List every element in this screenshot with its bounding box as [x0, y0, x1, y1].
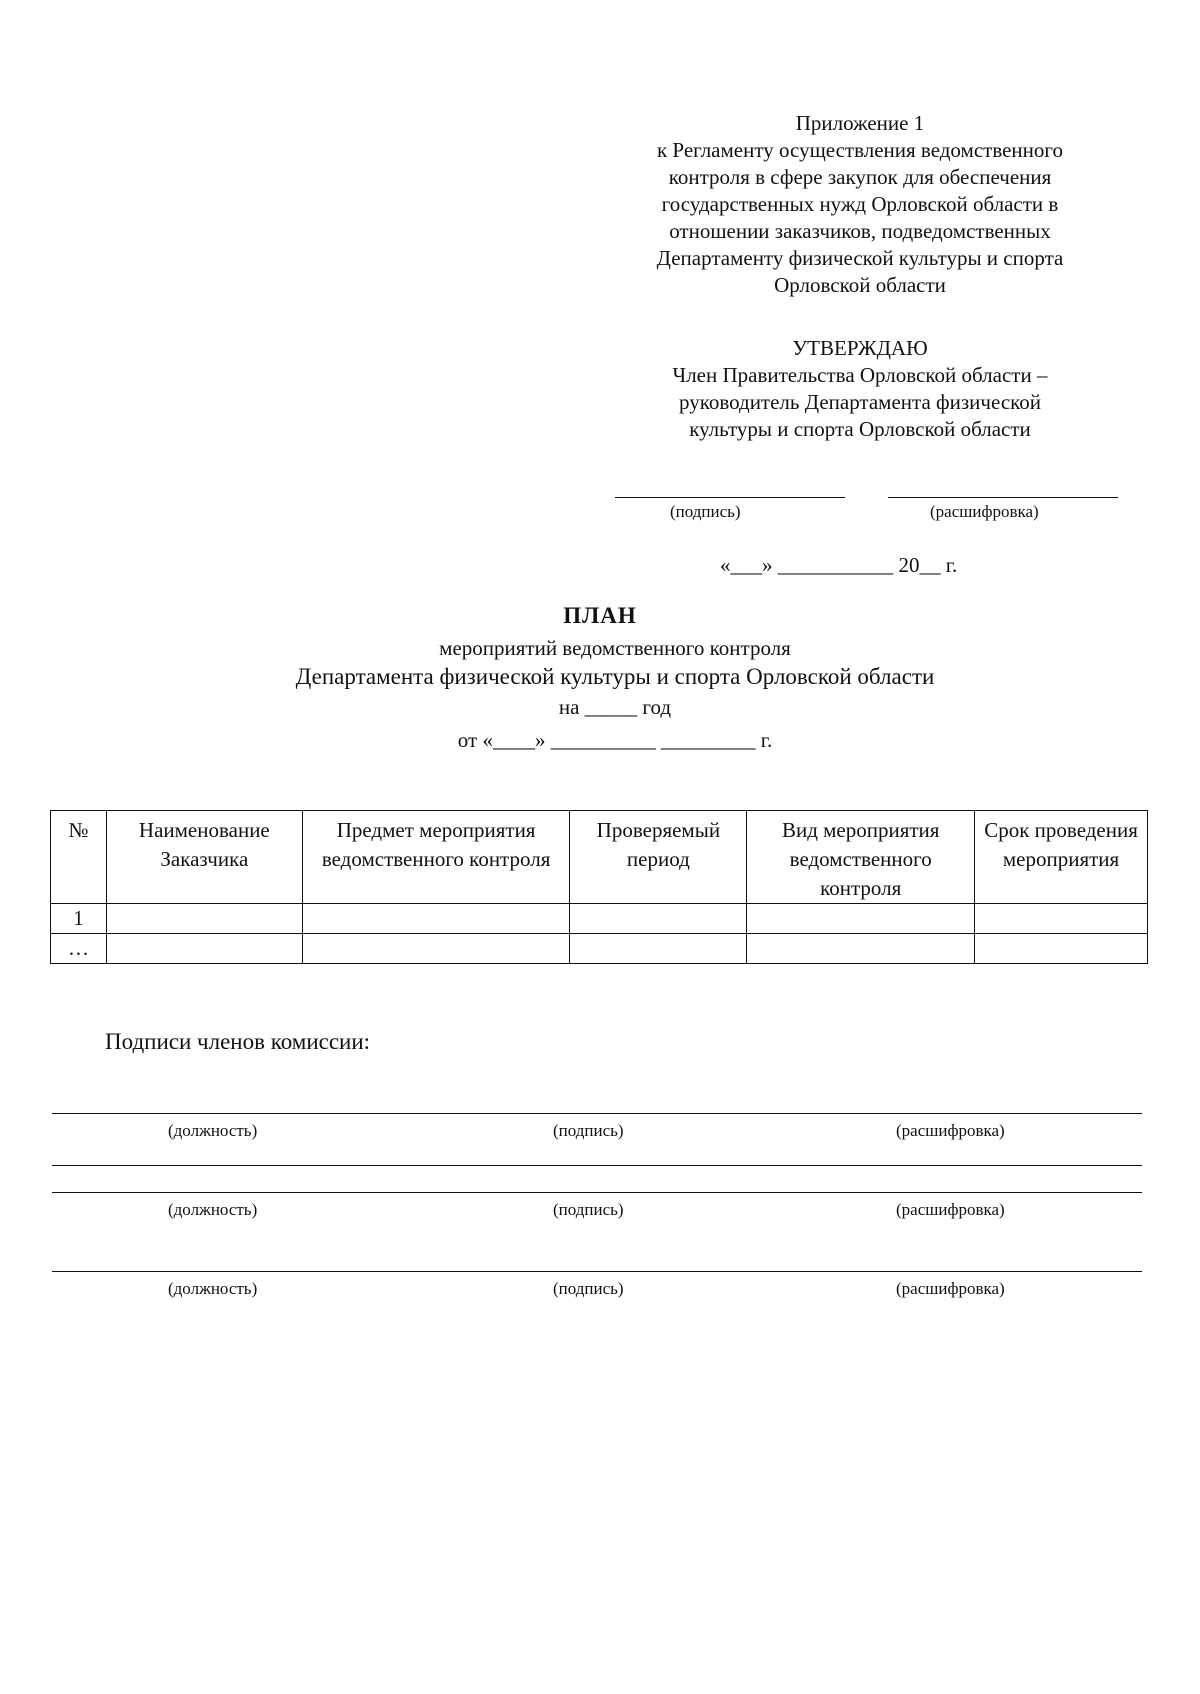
table-header-row: [51, 811, 1148, 904]
commission-signature-line: [52, 1165, 1142, 1166]
header-deadline: Срок проведения мероприятия: [975, 811, 1148, 904]
approval-line: Член Правительства Орловской области –: [672, 363, 1048, 387]
approval-line: руководитель Департамента физической: [678, 390, 1042, 414]
plan-table: [50, 810, 1148, 964]
table-cell: [975, 904, 1148, 934]
appendix-line: контроля в сфере закупок для обеспечения: [668, 165, 1052, 189]
approval-line: культуры и спорта Орловской области: [689, 417, 1031, 441]
approval-signature-caption: (подпись): [670, 502, 741, 521]
table-cell: …: [51, 934, 107, 964]
appendix-block: [600, 110, 1120, 299]
appendix-line: Департаменту физической культуры и спорта: [656, 246, 1064, 270]
plan-subtitle: мероприятий ведомственного контроля: [439, 636, 791, 660]
table-cell: [106, 934, 302, 964]
header-customer: Наименование Заказчика: [106, 811, 302, 904]
header-type: Вид мероприятия ведомственного контроля: [747, 811, 975, 904]
plan-date-line: от «____» __________ _________ г.: [457, 728, 773, 752]
signature-caption: (подпись): [553, 1121, 624, 1140]
table-cell: 1: [51, 904, 107, 934]
table-cell: [747, 904, 975, 934]
decode-caption: (расшифровка): [896, 1200, 1005, 1219]
approval-decode-line: [888, 497, 1118, 498]
table-cell: [106, 904, 302, 934]
approval-date: «___» ___________ 20__ г.: [720, 553, 958, 577]
appendix-line: государственных нужд Орловской области в: [661, 192, 1059, 216]
position-caption: (должность): [168, 1121, 258, 1140]
table-cell: [570, 934, 747, 964]
table-row: [51, 934, 1148, 964]
approval-signature-line: [615, 497, 845, 498]
header-subject: Предмет мероприятия ведомственного контроля: [302, 811, 570, 904]
plan-year-line: на _____ год: [558, 695, 672, 719]
commission-signature-line: [52, 1113, 1142, 1114]
plan-department: Департамента физической культуры и спорта Орловской области: [295, 664, 935, 689]
header-number: №: [51, 811, 107, 904]
commission-signature-line: [52, 1271, 1142, 1272]
signature-caption: (подпись): [553, 1200, 624, 1219]
appendix-line: Орловской области: [774, 273, 946, 297]
approval-block: [620, 335, 1100, 443]
table-cell: [570, 904, 747, 934]
header-period: Проверяемый период: [570, 811, 747, 904]
appendix-line: отношении заказчиков, подведомственных: [669, 219, 1051, 243]
commission-label: Подписи членов комиссии:: [105, 1029, 371, 1054]
table-cell: [747, 934, 975, 964]
approval-heading: УТВЕРЖДАЮ: [792, 336, 928, 360]
table-cell: [302, 904, 570, 934]
table-cell: [975, 934, 1148, 964]
position-caption: (должность): [168, 1200, 258, 1219]
appendix-line: к Регламенту осуществления ведомственного: [656, 138, 1063, 162]
plan-title: ПЛАН: [563, 603, 637, 628]
table-row: [51, 904, 1148, 934]
signature-caption: (подпись): [553, 1279, 624, 1298]
appendix-title: Приложение 1: [795, 111, 925, 135]
table-cell: [302, 934, 570, 964]
approval-decode-caption: (расшифровка): [930, 502, 1039, 521]
position-caption: (должность): [168, 1279, 258, 1298]
decode-caption: (расшифровка): [896, 1121, 1005, 1140]
decode-caption: (расшифровка): [896, 1279, 1005, 1298]
commission-signature-line: [52, 1192, 1142, 1193]
